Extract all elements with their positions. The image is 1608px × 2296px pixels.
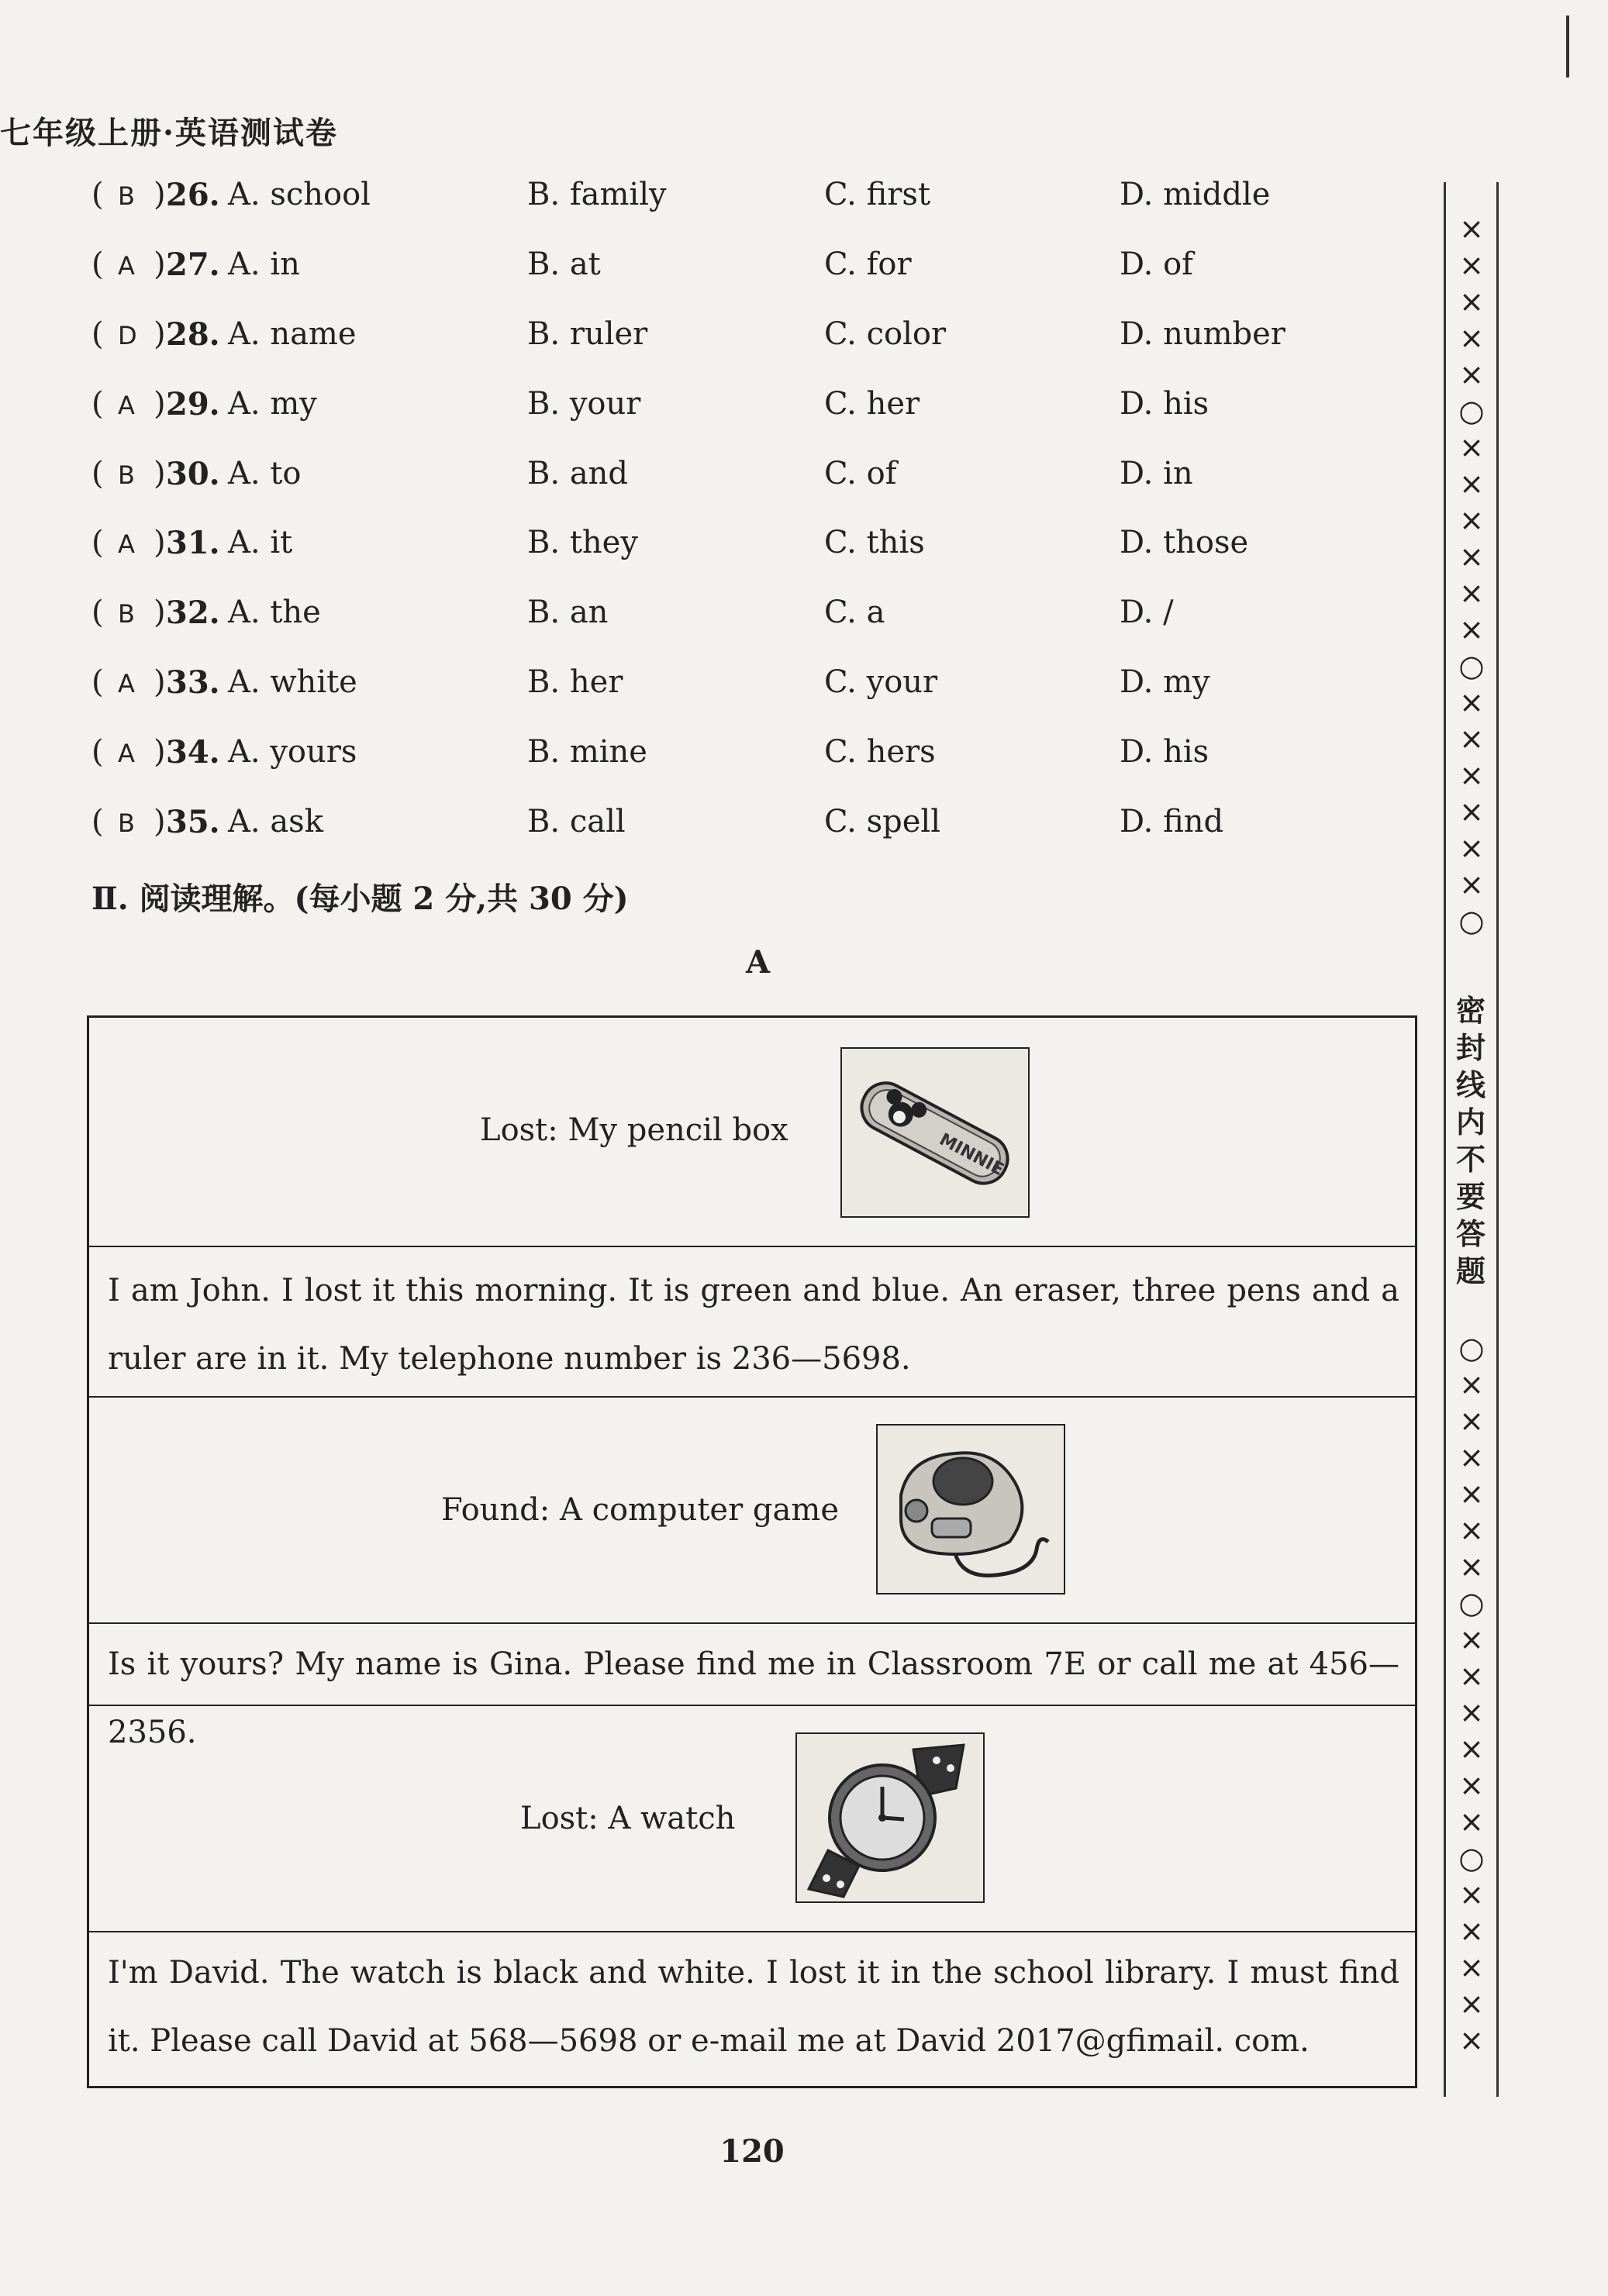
- option-a: A. name: [228, 316, 357, 352]
- option-a: A. in: [228, 246, 300, 282]
- notice-title: Lost: A watch: [520, 1801, 736, 1836]
- question-number: 35.: [166, 804, 220, 840]
- seal-cross-mark: ×: [1459, 722, 1484, 756]
- answer-paren-open: (: [91, 804, 104, 839]
- seal-cross-mark: ×: [1459, 284, 1484, 319]
- section-title: Ⅱ. 阅读理解。(每小题 2 分,共 30 分): [91, 881, 629, 917]
- option-c: C. your: [824, 664, 938, 700]
- seal-cross-mark: ×: [1459, 1550, 1484, 1584]
- answer-paren-open: (: [91, 595, 104, 630]
- question-number: 32.: [166, 595, 220, 631]
- notice-title-cell: [89, 1018, 1415, 1247]
- answer-paren-open: (: [91, 525, 104, 560]
- seal-cross-mark: ×: [1459, 321, 1484, 355]
- seal-cross-mark: ×: [1459, 1367, 1484, 1401]
- seal-cross-mark: ×: [1459, 248, 1484, 282]
- seal-cross-mark: ×: [1459, 1622, 1484, 1656]
- option-c: C. for: [824, 246, 912, 282]
- answer-paren-open: (: [91, 734, 104, 770]
- option-a: A. my: [228, 386, 317, 422]
- notice-body: I'm David. The watch is black and white. I lost it in the school library. I must find it. Please call David at 568—5698 or e-mail me at David 2017@gfimail. com.: [108, 1955, 1399, 2059]
- option-a: A. white: [228, 664, 357, 700]
- option-d: D. number: [1120, 316, 1285, 352]
- option-d: D. his: [1120, 386, 1209, 422]
- option-a: A. to: [228, 456, 302, 491]
- option-a: A. yours: [228, 734, 357, 770]
- option-c: C. this: [824, 525, 925, 560]
- seal-cross-mark: ×: [1459, 1914, 1484, 1948]
- question-row: [91, 316, 1410, 363]
- seal-marks-top: [1448, 211, 1495, 939]
- page-number: 120: [719, 2133, 785, 2170]
- question-row: [91, 664, 1410, 711]
- notice-body: I am John. I lost it this morning. It is green and blue. An eraser, three pens and a ruler are in it. My telephone number is 236—5698.: [108, 1273, 1399, 1377]
- option-c: C. hers: [824, 734, 936, 770]
- seal-cross-mark: ×: [1459, 430, 1484, 464]
- page-edge-line: [1566, 16, 1569, 78]
- notice-body-cell: [89, 1624, 1415, 1750]
- notice-body: Is it yours? My name is Gina. Please find me in Classroom 7E or call me at 456—2356.: [108, 1646, 1399, 1750]
- option-b: B. they: [527, 525, 638, 560]
- answer-paren-open: (: [91, 456, 104, 491]
- answer-letter: A: [118, 251, 135, 281]
- seal-cross-mark: ×: [1459, 576, 1484, 610]
- seal-cross-mark: ×: [1459, 758, 1484, 792]
- question-row: [91, 177, 1410, 223]
- option-b: B. ruler: [527, 316, 648, 352]
- seal-line-right: [1496, 182, 1499, 2097]
- page-header: 七年级上册·英语测试卷: [0, 115, 338, 151]
- answer-letter: D: [118, 321, 137, 350]
- seal-cross-mark: ×: [1459, 612, 1484, 646]
- answer-paren-close: ): [154, 734, 166, 770]
- question-number: 28.: [166, 316, 220, 353]
- answer-paren-open: (: [91, 177, 104, 212]
- seal-cross-mark: ×: [1459, 1987, 1484, 2021]
- seal-cross-mark: ×: [1459, 467, 1484, 501]
- question-number: 27.: [166, 246, 220, 283]
- answer-paren-close: ): [154, 664, 166, 700]
- answer-letter: B: [118, 599, 135, 629]
- option-b: B. mine: [527, 734, 647, 770]
- answer-paren-close: ): [154, 177, 166, 212]
- option-b: B. her: [527, 664, 623, 700]
- option-c: C. her: [824, 386, 920, 422]
- option-d: D. find: [1120, 804, 1224, 839]
- question-number: 31.: [166, 525, 220, 561]
- seal-cross-mark: ×: [1459, 1805, 1484, 1839]
- answer-letter: B: [118, 460, 135, 490]
- answer-paren-close: ): [154, 456, 166, 491]
- answer-letter: B: [118, 808, 135, 838]
- seal-circle-mark: ○: [1458, 649, 1485, 683]
- seal-circle-mark: ○: [1458, 1586, 1485, 1620]
- seal-cross-mark: ×: [1459, 867, 1484, 902]
- answer-paren-close: ): [154, 804, 166, 839]
- option-d: D. /: [1120, 595, 1174, 630]
- game-controller-icon: [878, 1426, 1064, 1593]
- seal-circle-mark: ○: [1458, 1841, 1485, 1875]
- option-d: D. middle: [1120, 177, 1271, 212]
- option-d: D. in: [1120, 456, 1193, 491]
- option-d: D. my: [1120, 664, 1210, 700]
- question-number: 26.: [166, 177, 220, 213]
- answer-letter: A: [118, 529, 135, 559]
- question-number: 29.: [166, 386, 220, 422]
- notice-title: Lost: My pencil box: [480, 1112, 788, 1148]
- option-b: B. and: [527, 456, 629, 491]
- seal-cross-mark: ×: [1459, 503, 1484, 537]
- option-c: C. of: [824, 456, 897, 491]
- passage-label: A: [746, 944, 771, 981]
- notice-body-cell: [89, 1247, 1415, 1398]
- seal-cross-mark: ×: [1459, 831, 1484, 865]
- seal-cross-mark: ×: [1459, 1440, 1484, 1474]
- computer-game-picture: [876, 1424, 1065, 1594]
- seal-cross-mark: ×: [1459, 540, 1484, 574]
- answer-paren-open: (: [91, 316, 104, 352]
- seal-circle-mark: ○: [1458, 904, 1485, 938]
- option-b: B. family: [527, 177, 667, 212]
- answer-paren-open: (: [91, 246, 104, 282]
- question-number: 30.: [166, 456, 220, 492]
- answer-paren-close: ): [154, 525, 166, 560]
- option-d: D. those: [1120, 525, 1249, 560]
- question-row: [91, 804, 1410, 850]
- pencil-box-logo: MINNIE: [936, 1129, 1007, 1181]
- question-number: 34.: [166, 734, 220, 771]
- notice-title-cell: [89, 1398, 1415, 1624]
- seal-circle-mark: ○: [1458, 1331, 1485, 1365]
- seal-cross-mark: ×: [1459, 1732, 1484, 1766]
- option-b: B. an: [527, 595, 609, 630]
- answer-paren-open: (: [91, 664, 104, 700]
- seal-cross-mark: ×: [1459, 2023, 1484, 2057]
- seal-warning-text: 密封线内不要答题: [1455, 993, 1486, 1288]
- answer-paren-close: ): [154, 386, 166, 422]
- answer-paren-close: ): [154, 246, 166, 282]
- option-c: C. a: [824, 595, 885, 630]
- option-d: D. his: [1120, 734, 1209, 770]
- question-row: [91, 734, 1410, 781]
- question-number: 33.: [166, 664, 220, 701]
- pencil-box-icon: [842, 1049, 1028, 1216]
- seal-cross-mark: ×: [1459, 1950, 1484, 1984]
- watch-icon: [797, 1734, 983, 1901]
- pencil-box-picture: [840, 1047, 1030, 1218]
- option-a: A. it: [228, 525, 293, 560]
- option-a: A. ask: [228, 804, 323, 839]
- option-a: A. the: [228, 595, 321, 630]
- answer-letter: A: [118, 739, 135, 768]
- option-c: C. color: [824, 316, 947, 352]
- answer-letter: A: [118, 391, 135, 420]
- option-b: B. at: [527, 246, 601, 282]
- notice-body-cell: [89, 1932, 1415, 2086]
- notice-title: Found: A computer game: [441, 1492, 839, 1528]
- option-b: B. your: [527, 386, 641, 422]
- option-c: C. spell: [824, 804, 940, 839]
- seal-cross-mark: ×: [1459, 795, 1484, 829]
- answer-paren-close: ): [154, 316, 166, 352]
- seal-cross-mark: ×: [1459, 1477, 1484, 1511]
- seal-cross-mark: ×: [1459, 1768, 1484, 1802]
- seal-line-left: [1444, 182, 1446, 2097]
- seal-cross-mark: ×: [1459, 1513, 1484, 1547]
- seal-cross-mark: ×: [1459, 1404, 1484, 1438]
- question-row: [91, 525, 1410, 571]
- answer-paren-open: (: [91, 386, 104, 422]
- watch-picture: [795, 1732, 985, 1903]
- seal-marks-bottom: [1448, 1330, 1495, 2059]
- answer-letter: A: [118, 669, 135, 698]
- answer-letter: B: [118, 181, 135, 211]
- seal-cross-mark: ×: [1459, 357, 1484, 391]
- seal-cross-mark: ×: [1459, 1659, 1484, 1693]
- question-row: [91, 246, 1410, 293]
- answer-paren-close: ): [154, 595, 166, 630]
- seal-cross-mark: ×: [1459, 1877, 1484, 1912]
- option-a: A. school: [228, 177, 371, 212]
- option-b: B. call: [527, 804, 626, 839]
- notice-title-cell: [89, 1706, 1415, 1932]
- seal-cross-mark: ×: [1459, 212, 1484, 246]
- notice-table: [87, 1015, 1417, 2088]
- option-c: C. first: [824, 177, 931, 212]
- seal-cross-mark: ×: [1459, 685, 1484, 719]
- question-row: [91, 595, 1410, 641]
- seal-circle-mark: ○: [1458, 394, 1485, 428]
- question-row: [91, 456, 1410, 502]
- option-d: D. of: [1120, 246, 1193, 282]
- question-row: [91, 386, 1410, 433]
- seal-cross-mark: ×: [1459, 1695, 1484, 1729]
